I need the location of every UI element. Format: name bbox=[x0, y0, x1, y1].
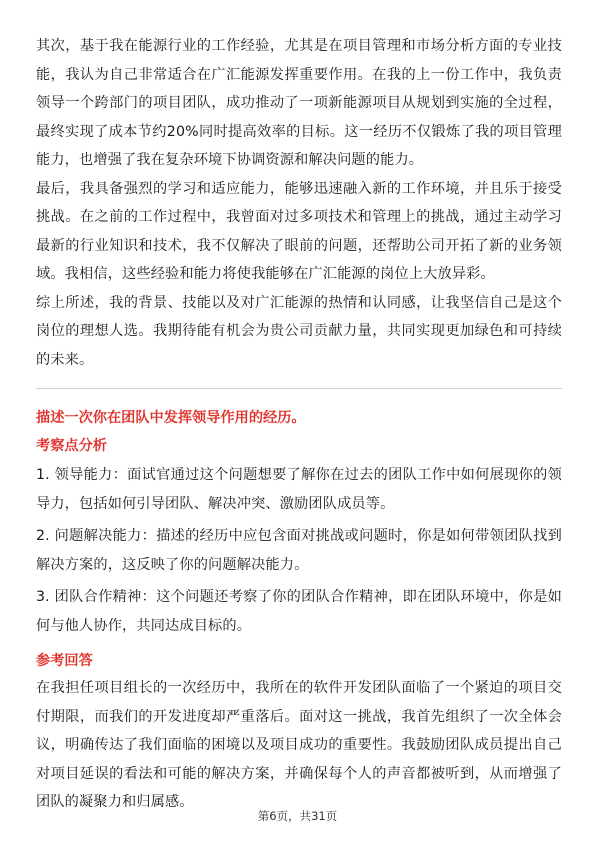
analysis-point: 2. 问题解决能力：描述的经历中应包含面对挑战或问题时，你是如何带领团队找到解决方案的，这反映了你的问题解决能力。 bbox=[36, 528, 562, 573]
analysis-point: 1. 领导能力：面试官通过这个问题想要了解你在过去的团队工作中如何展现你的领导力，包括如何引导团队、解决冲突、激励团队成员等。 bbox=[36, 467, 562, 512]
page-number: 第6页，共31页 bbox=[257, 809, 338, 823]
interview-question: 描述一次你在团队中发挥领导作用的经历。 bbox=[36, 410, 306, 426]
page-content bbox=[36, 32, 562, 817]
body-paragraph: 其次，基于我在能源行业的工作经验，尤其是在项目管理和市场分析方面的专业技能，我认为自己非常适合在广汇能源发挥重要作用。在我的上一份工作中，我负责领导一个跨部门的项目团队，成功推动了一项新能源项目从规划到实施的全过程，最终实现了成本节约20%同时提高效率的目标。这一经历不仅锻炼了我的项目管理能力，也增强了我在复杂环境下协调资源和解决问题的能力。 bbox=[36, 38, 562, 168]
answer-paragraph: 在我担任项目组长的一次经历中，我所在的软件开发团队面临了一个紧迫的项目交付期限，而我们的开发进度却严重落后。面对这一挑战，我首先组织了一次全体会议，明确传达了我们面临的困境以及项目成功的重要性。我鼓励团队成员提出自己对项目延误的看法和可能的解决方案，并确保每个人的声音都被听到，从而增强了团队的凝聚力和归属感。 bbox=[36, 680, 562, 810]
analysis-point: 3. 团队合作精神：这个问题还考察了你的团队合作精神，即在团队环境中，你是如何与他人协作，共同达成目标的。 bbox=[36, 589, 562, 634]
body-paragraph: 综上所述，我的背景、技能以及对广汇能源的热情和认同感，让我坚信自己是这个岗位的理想人选。我期待能有机会为贵公司贡献力量，共同实现更加绿色和可持续的未来。 bbox=[36, 294, 562, 368]
section-divider bbox=[36, 388, 562, 389]
answer-heading: 参考回答 bbox=[36, 653, 93, 669]
body-paragraph: 最后，我具备强烈的学习和适应能力，能够迅速融入新的工作环境，并且乐于接受挑战。在之前的工作过程中，我曾面对过多项技术和管理上的挑战，通过主动学习最新的行业知识和技术，我不仅解决了眼前的问题，还帮助公司开拓了新的业务领域。我相信，这些经验和能力将使我能够在广汇能源的岗位上大放异彩。 bbox=[36, 180, 562, 282]
analysis-heading: 考察点分析 bbox=[36, 438, 107, 454]
